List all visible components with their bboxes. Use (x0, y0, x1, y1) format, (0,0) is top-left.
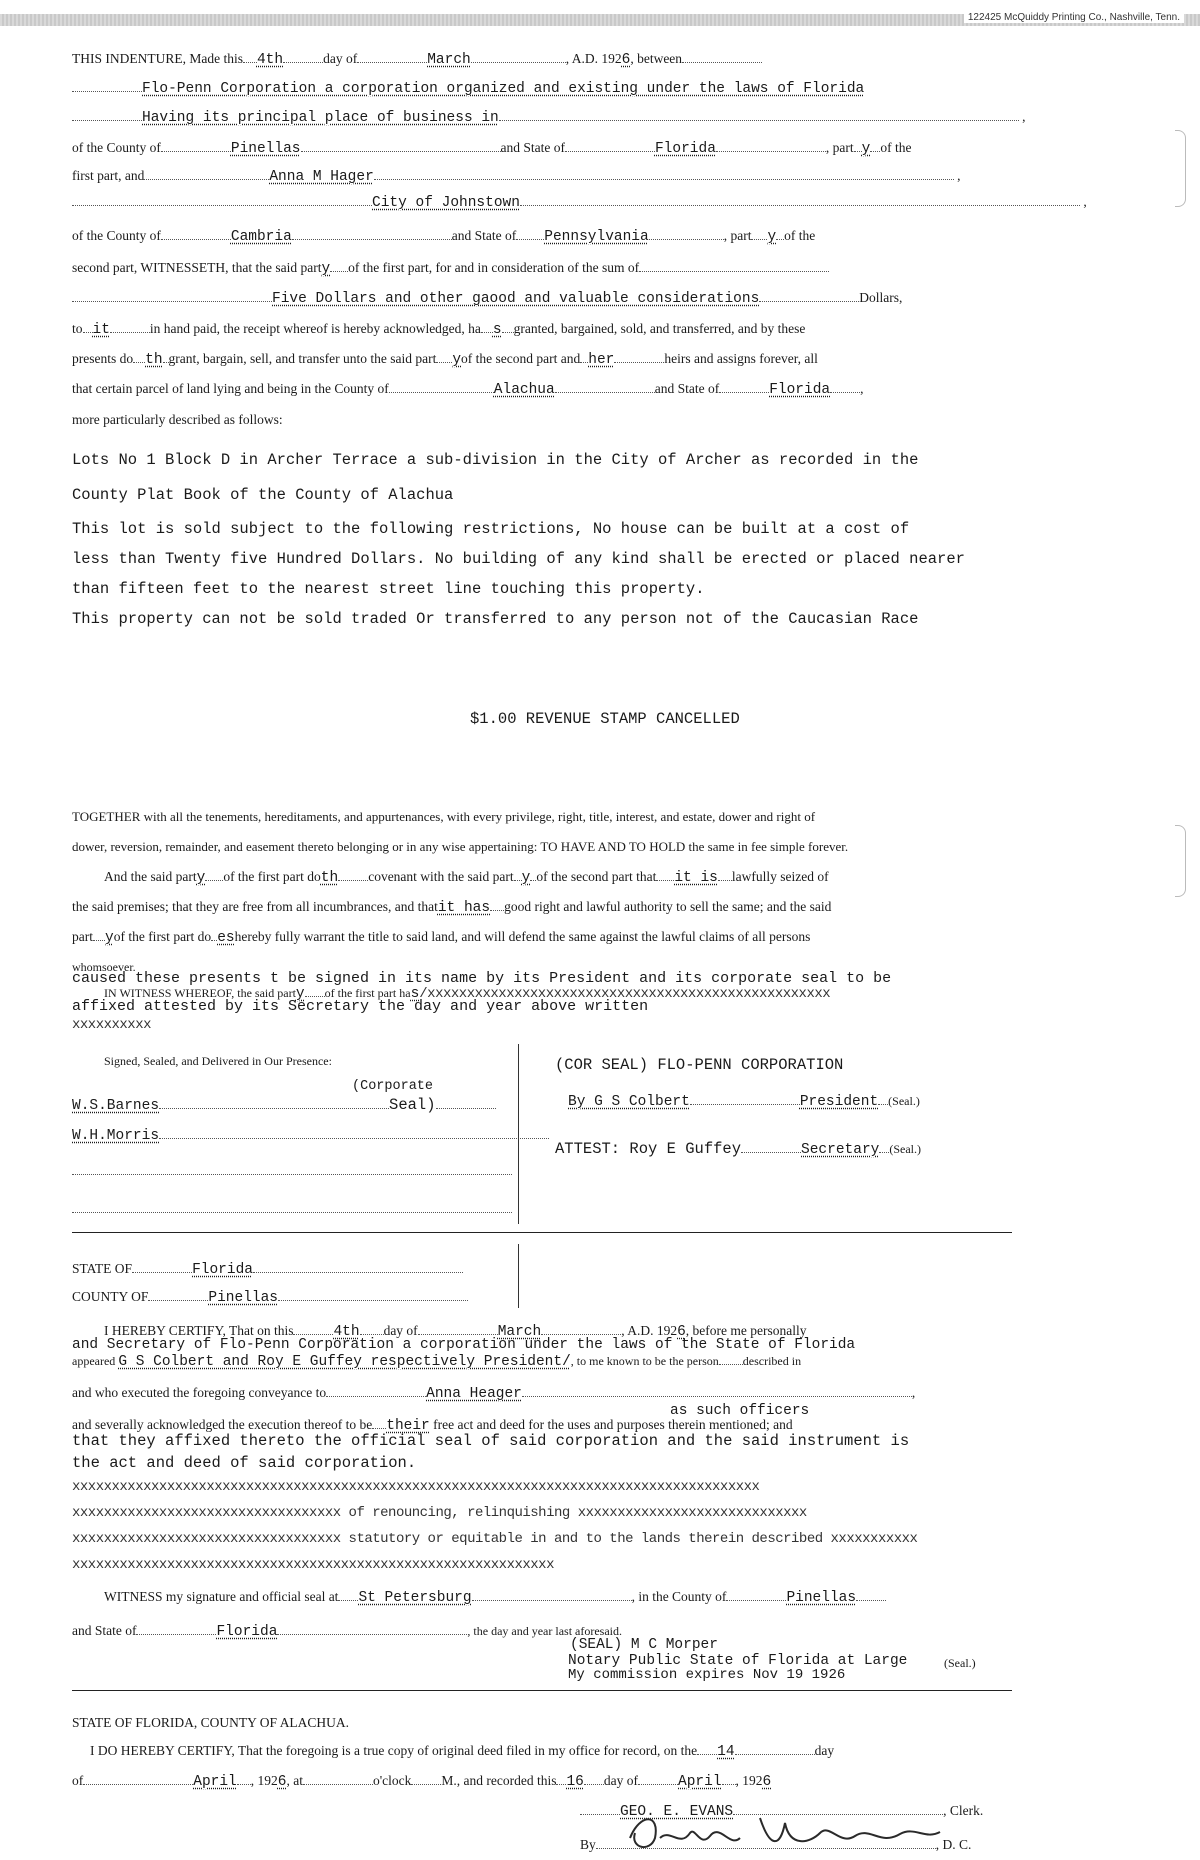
president-line: By G S Colbert President (Seal.) (568, 1094, 920, 1110)
description-line: Lots No 1 Block D in Archer Terrace a sub-division in the City of Archer as recorded in the (72, 451, 919, 469)
description-line: This lot is sold subject to the following restrictions, No house can be built at a cost of (72, 520, 910, 538)
deputy-clerk-line: By , D. C. (580, 1837, 972, 1852)
grantor-county-line: of the County of Pinellas and State of Florida , part y of the (72, 140, 912, 157)
binding-mark-icon (1175, 825, 1186, 897)
handwritten-signature-icon (620, 1808, 950, 1858)
printer-imprint: 122425 McQuiddy Printing Co., Nashville, Tenn. (964, 12, 1184, 23)
consideration-line: Five Dollars and other gaood and valuable considerations Dollars, (72, 289, 1132, 308)
struck-line: xxxxxxxxxxxxxxxxxxxxxxxxxxxxxxxxxxxxxxxxxxxxxxxxxxxxxxxxxxxxx (72, 1557, 554, 1573)
parcel-line: that certain parcel of land lying and being in the County of Alachua and State of Florida , (72, 381, 864, 398)
incumbrances-line: the said premises; that they are free from all incumbrances, and thatit has good right and lawful authority to sell the same; and the said (72, 899, 832, 916)
acknowledged-line: and severally acknowledged the execution thereof to be their free act and deed for the uses and purposes therein mentioned; and (72, 1417, 793, 1434)
signature-brace (518, 1044, 519, 1224)
secretary-line: and Secretary of Flo-Penn Corporation a corporation under the laws of the State of Florida (72, 1337, 856, 1353)
notary-seal: (SEAL) M C Morper (570, 1637, 718, 1653)
description-line: This property can not be sold traded Or transferred to any person not of the Caucasian Race (72, 610, 919, 628)
witness-3-line (72, 1162, 1132, 1180)
presents-line: presents do th grant, bargain, sell, and transfer unto the said part yof the second part and her heirs and assigns forever, all (72, 351, 818, 368)
certify-line: I HEREBY CERTIFY, That on this 4th day of March , A.D. 1926, before me personally (104, 1323, 807, 1340)
witness-2-line: W.H.Morris (72, 1126, 1132, 1145)
affixed-seal-line: that they affixed thereto the official seal of said corporation and the said instrument is (72, 1432, 910, 1450)
recording-line-2: of April , 1926, at o'clock M., and recorded this 16 day of April , 1926 (72, 1773, 772, 1790)
corporate-seal-label: (Corporate (352, 1079, 434, 1094)
struck-line: xxxxxxxxxxxxxxxxxxxxxxxxxxxxxxxxxxxxxxxxxxxxxxxxxxxxxxxxxxxxxxxxxxxxxxxxxxxxxxxxxxxxxxx (72, 1479, 760, 1495)
act-deed-line: the act and deed of said corporation. (72, 1454, 417, 1472)
recording-line-1: I DO HEREBY CERTIFY, That the foregoing is a true copy of original deed filed in my office for record, on the 14 day (90, 1743, 835, 1760)
notary-seal-tag: (Seal.) (944, 1656, 976, 1670)
grantee-county-line: of the County of Cambria and State of Pennsylvania , part y of the (72, 228, 816, 245)
witness-4-line (72, 1200, 1132, 1218)
grantor-line-1: Flo-Penn Corporation a corporation organized and existing under the laws of Florida (72, 79, 1132, 98)
presence-label: Signed, Sealed, and Delivered in Our Presence: (104, 1054, 332, 1068)
recording-heading: STATE OF FLORIDA, COUNTY OF ALACHUA. (72, 1715, 350, 1730)
description-line: than fifteen feet to the nearest street line touching this property. (72, 580, 705, 598)
warrant-line: part yof the first part do eshereby fully warrant the title to said land, and will defend the same against the lawful claims of all persons (72, 929, 811, 946)
consideration-text: Five Dollars and other gaood and valuable considerations (272, 291, 760, 307)
corporation-header: (COR SEAL) FLO-PENN CORPORATION (555, 1056, 844, 1074)
described-line: more particularly described as follows: (72, 412, 283, 427)
whomsoever: whomsoever. (72, 960, 136, 974)
witness-1-line: W.S.Barnes Seal) (72, 1096, 1132, 1115)
ack-county-line: COUNTY OF Pinellas (72, 1288, 1132, 1307)
description-line: County Plat Book of the County of Alachua (72, 486, 454, 504)
struck-line: xxxxxxxxxx (72, 1017, 152, 1033)
struck-line: xxxxxxxxxxxxxxxxxxxxxxxxxxxxxxxxxx of renouncing, relinquishing xxxxxxxxxxxxxxxxxxxxxxxxxxxxx (72, 1505, 807, 1521)
day-fill: 4th (256, 52, 284, 68)
grantee-city-line: City of Johnstown , (72, 193, 1132, 212)
in-witness-line: IN WITNESS WHEREOF, the said party of the first part has/xxxxxxxxxxxxxxxxxxxxxxxxxxxxxxxxxxxxxxxxxxxxxxxxxxx (104, 986, 831, 1002)
section-divider (72, 1690, 1012, 1691)
habendum-line: dower, reversion, remainder, and easement thereto belonging or in any wise appertaining: TO HAVE AND TO HOLD the same in fee simple forever. (72, 839, 849, 854)
revenue-stamp-note: $1.00 REVENUE STAMP CANCELLED (470, 710, 740, 728)
covenant-line: And the said party of the first part doth covenant with the said part y of the second part that it is lawfully seized of (104, 869, 829, 886)
grantee-name: Anna M Hager (269, 169, 374, 185)
clerk-line: GEO. E. EVANS , Clerk. (580, 1802, 1020, 1821)
notary-witness-line: WITNESS my signature and official seal at St Petersburg , in the County of Pinellas (104, 1588, 1164, 1607)
affixed-line: affixed attested by its Secretary the day and year above written (72, 998, 649, 1015)
notary-title: Notary Public State of Florida at Large (568, 1653, 908, 1669)
indenture-line-1: THIS INDENTURE, Made this 4th day of March , A.D. 1926, between (72, 50, 1132, 69)
habendum-line: TOGETHER with all the tenements, hereditaments, and appurtenances, with every privilege, right, title, interest, and estate, dower and right of (72, 809, 816, 824)
section-divider (72, 1232, 1012, 1233)
description-line: less than Twenty five Hundred Dollars. No building of any kind shall be erected or placed nearer (72, 550, 965, 568)
caused-line: caused these presents t be signed in its name by its President and its corporate seal to be (72, 970, 892, 987)
receipt-line: to it in hand paid, the receipt whereof is hereby acknowledged, ha s granted, bargained, sold, and transferred, and by these (72, 321, 806, 338)
notary-state-line: and State of Florida , the day and year last aforesaid. (72, 1623, 623, 1640)
ack-brace (518, 1244, 519, 1308)
grantor-line-2: Having its principal place of business in , (72, 108, 1132, 127)
ack-state-line: STATE OF Florida (72, 1260, 1132, 1279)
appeared-line: appeared G S Colbert and Roy E Guffey respectively President/, to me known to be the person described in (72, 1354, 802, 1370)
witnesseth-line: second part, WITNESSETH, that the said party of the first part, for and in consideration of the sum of (72, 259, 1132, 278)
binding-mark-icon (1175, 130, 1186, 207)
conveyance-line: and who executed the foregoing conveyance to Anna Heager , (72, 1385, 916, 1402)
officers-note: as such officers (670, 1403, 810, 1419)
month-fill: March (427, 52, 471, 68)
attest-line: ATTEST: Roy E Guffey Secretary (Seal.) (555, 1140, 922, 1158)
notary-commission: My commission expires Nov 19 1926 (568, 1667, 846, 1683)
struck-line: xxxxxxxxxxxxxxxxxxxxxxxxxxxxxxxxxx statutory or equitable in and to the lands therein described xxxxxxxxxxx (72, 1531, 918, 1547)
grantee-line: first part, and Anna M Hager , (72, 168, 961, 185)
